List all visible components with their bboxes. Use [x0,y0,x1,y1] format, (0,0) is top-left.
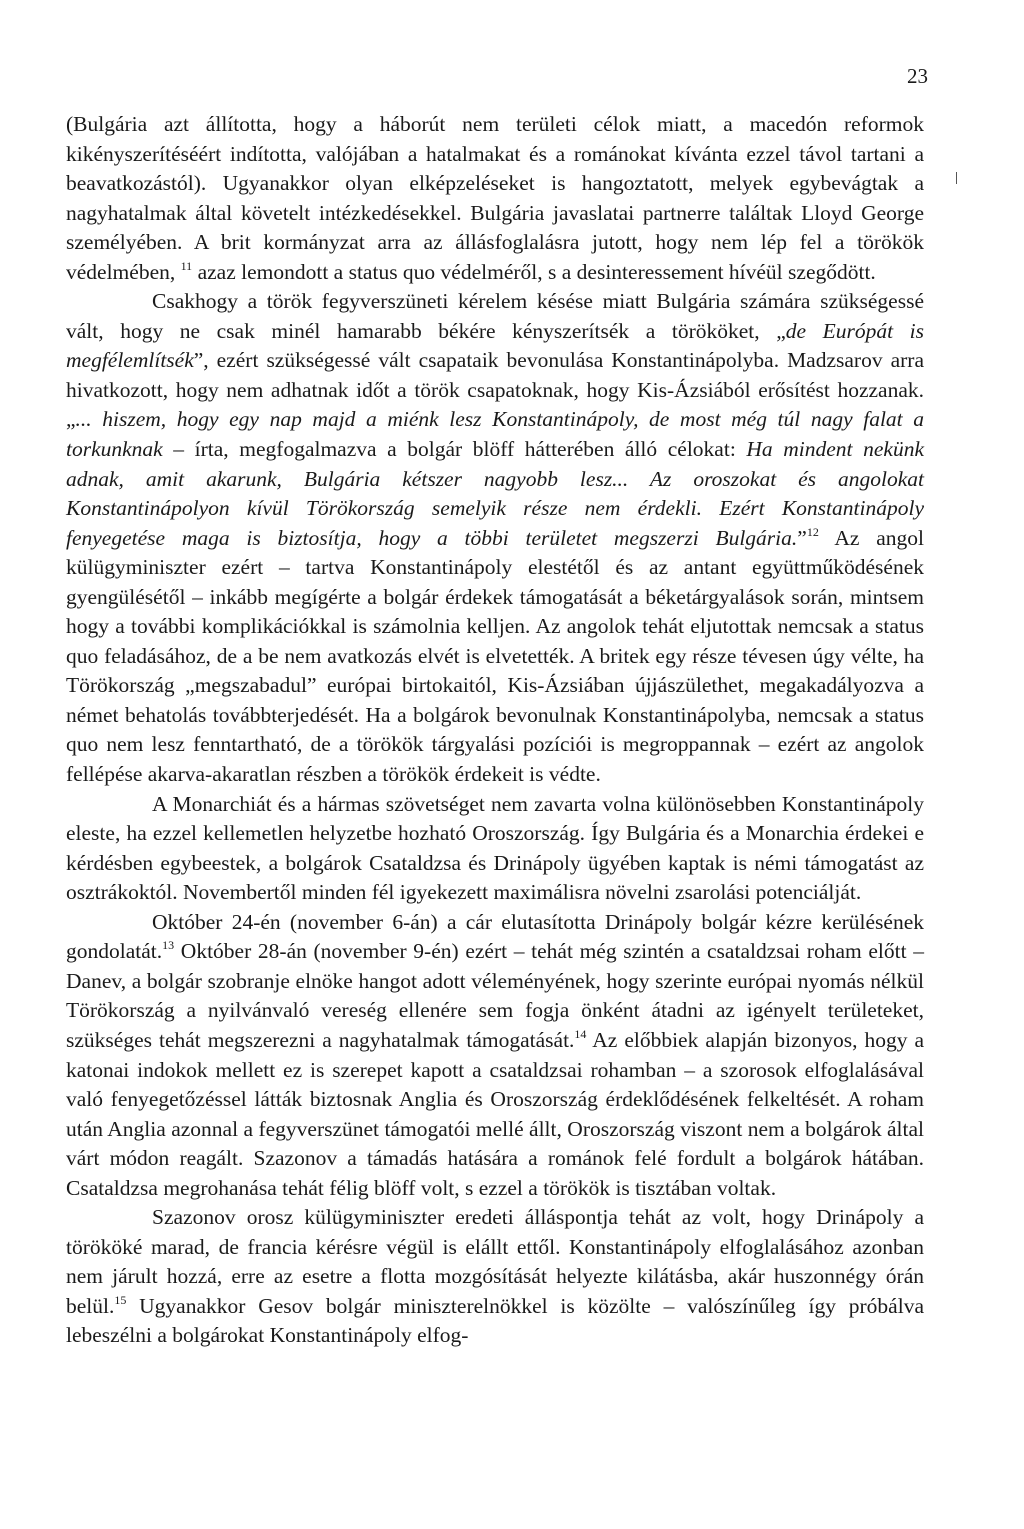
body-text [66,110,924,1351]
italic-quote: ... hiszem, hogy egy nap majd a miénk lesz Konstantinápoly, de most még túl nagy falat a torkunknak [66,407,924,462]
footnote-ref: 12 [806,524,819,539]
text-run: ” [797,525,807,550]
text-run: Október 24-én (november 6-án) a cár elutasította Drinápoly bolgár kézre kerülésének gondolatát. [66,909,924,964]
text-run: Az angol külügyminiszter ezért – tartva Konstantinápoly elestétől és az antant együttműködésének gyengülésétől – inkább megígérte a bolgár érdekek támogatását a béketárgyalások során, mintsem hogy a további komplikációkkal is számolnia kelljen. Az angolok tehát eljutottak nemcsak a status quo feladásához, de a be nem avatkozás elvét is elvetették. A britek egy része tévesen úgy vélte, ha Törökország „megszabadul” európai birtokaitól, Kis-Ázsiában újjászülethet, megakadályozva a német behatolás továbbterjedését. Ha a bolgárok bevonulnak Konstantinápolyba, nemcsak a status quo nem lesz fenntartható, de a törökök tárgyalási pozíciói is megroppannak – ezért az angolok fellépése akarva-akaratlan részben a törökök érdekeit is védte. [66,525,925,787]
text-run: (Bulgária azt állította, hogy a háborút nem területi célok miatt, a macedón reformok kikényszerítéséért indította, valójában a hatalmakat és a románokat kívánta ezzel távol tartani a beavatkozástól). Ugyanakkor olyan elképzeléseket is hangoztatott, melyek egybevágtak a nagyhatalmak által követelt intézkedésekkel. Bulgária javaslatai partnerre találtak Lloyd George személyében. A brit kormányzat arra az állásfoglalásra jutott, hogy nem lép fel a törökök védelmében, [66,112,924,284]
text-run: Ugyanakkor Gesov bolgár miniszterelnökkel is közölte – valószínűleg így próbálva lebeszélni a bolgárokat Konstantinápoly elfog- [66,1293,924,1348]
paragraph-1 [66,110,924,287]
paragraph-3 [66,790,924,908]
text-run: Csakhogy a török fegyverszüneti kérelem késése miatt Bulgária számára szükségessé vált, hogy ne csak minél hamarabb békére kényszerítsék a törököket, „ [66,289,924,343]
footnote-ref: 11 [180,258,193,273]
footnote-ref: 15 [114,1292,127,1307]
footnote-ref: 13 [162,938,175,953]
text-run: azaz lemondott a status quo védelméről, s a desinteressement hívéül szegődött. [192,259,876,284]
paragraph-2 [66,287,924,789]
paragraph-5 [66,1203,924,1351]
margin-scan-mark [956,172,957,184]
paragraph-4 [66,908,924,1203]
page-number: 23 [907,64,928,88]
text-run: Az előbbiek alapján bizonyos, hogy a katonai indokok mellett ez is szerepet kapott a csataldzsai rohamban – a szorosok elfoglalásával való fenyegetőzéssel látták biztosnak Anglia és Oroszország érdeklődésének felkeltését. A roham után Anglia azonnal a fegyverszünet támogatói mellé állt, Oroszország viszont nem a bolgárok által várt módon reagált. Szazonov a támadás hatására a románok felé fordult a bolgárok hátában. Csataldzsa megrohanása tehát félig blöff volt, s ezzel a törökök is tisztában voltak. [66,1027,924,1200]
text-run: Október 28-án (november 9-én) ezért – tehát még szintén a csataldzsai roham előtt – Danev, a bolgár szobranje elnöke hangot adott véleményének, hogy szerinte európai nyomás nélkül Törökország a nyilvánvaló vereség ellenére sem fogja önként átadni az igényelt területeket, szükséges tehát megszerezni a nagyhatalmak támogatását. [66,939,924,1052]
italic-quote: Ha mindent nekünk adnak, amit akarunk, Bulgária kétszer nagyobb lesz... Az oroszokat és angolokat Konstantinápolyon kívül Törökország semelyik része nem érdekli. Ezért Konstantinápoly fenyegetése maga is biztosítja, hogy a többi területet megszerzi Bulgária. [66,437,924,550]
text-run: ”, ezért szükségessé vált csapataik bevonulása Konstantinápolyba. Madzsarov arra hivatkozott, hogy nem adhatnak időt a török csapatoknak, hogy Kis-Ázsiából erősítést hozzanak. „ [66,348,924,432]
footnote-ref: 14 [574,1026,587,1041]
text-run: – írta, megfogalmazva a bolgár blöff hátterében álló célokat: [162,437,747,462]
text-run: A Monarchiát és a hármas szövetséget nem zavarta volna különösebben Konstantinápoly eleste, ha ezzel kellemetlen helyzetbe hozható Oroszország. Így Bulgária és a Monarchia érdekei e kérdésben egybeestek, a bolgárok Csataldzsa és Drinápoly ügyében kaptak is némi támogatást az osztrákoktól. Novembertől minden fél igyekezett maximálisra növelni zsarolási potenciálját. [66,791,924,905]
text-run: Szazonov orosz külügyminiszter eredeti álláspontja tehát az volt, hogy Drinápoly a törököké marad, de francia kérésre végül is elállt ettől. Konstantinápoly elfoglalásához azonban nem járult hozzá, erre az esetre a flotta mozgósítását helyezte kilátásba, akár huszonnégy órán belül. [66,1205,924,1318]
italic-quote: de Európát is megfélemlítsék [66,318,925,373]
